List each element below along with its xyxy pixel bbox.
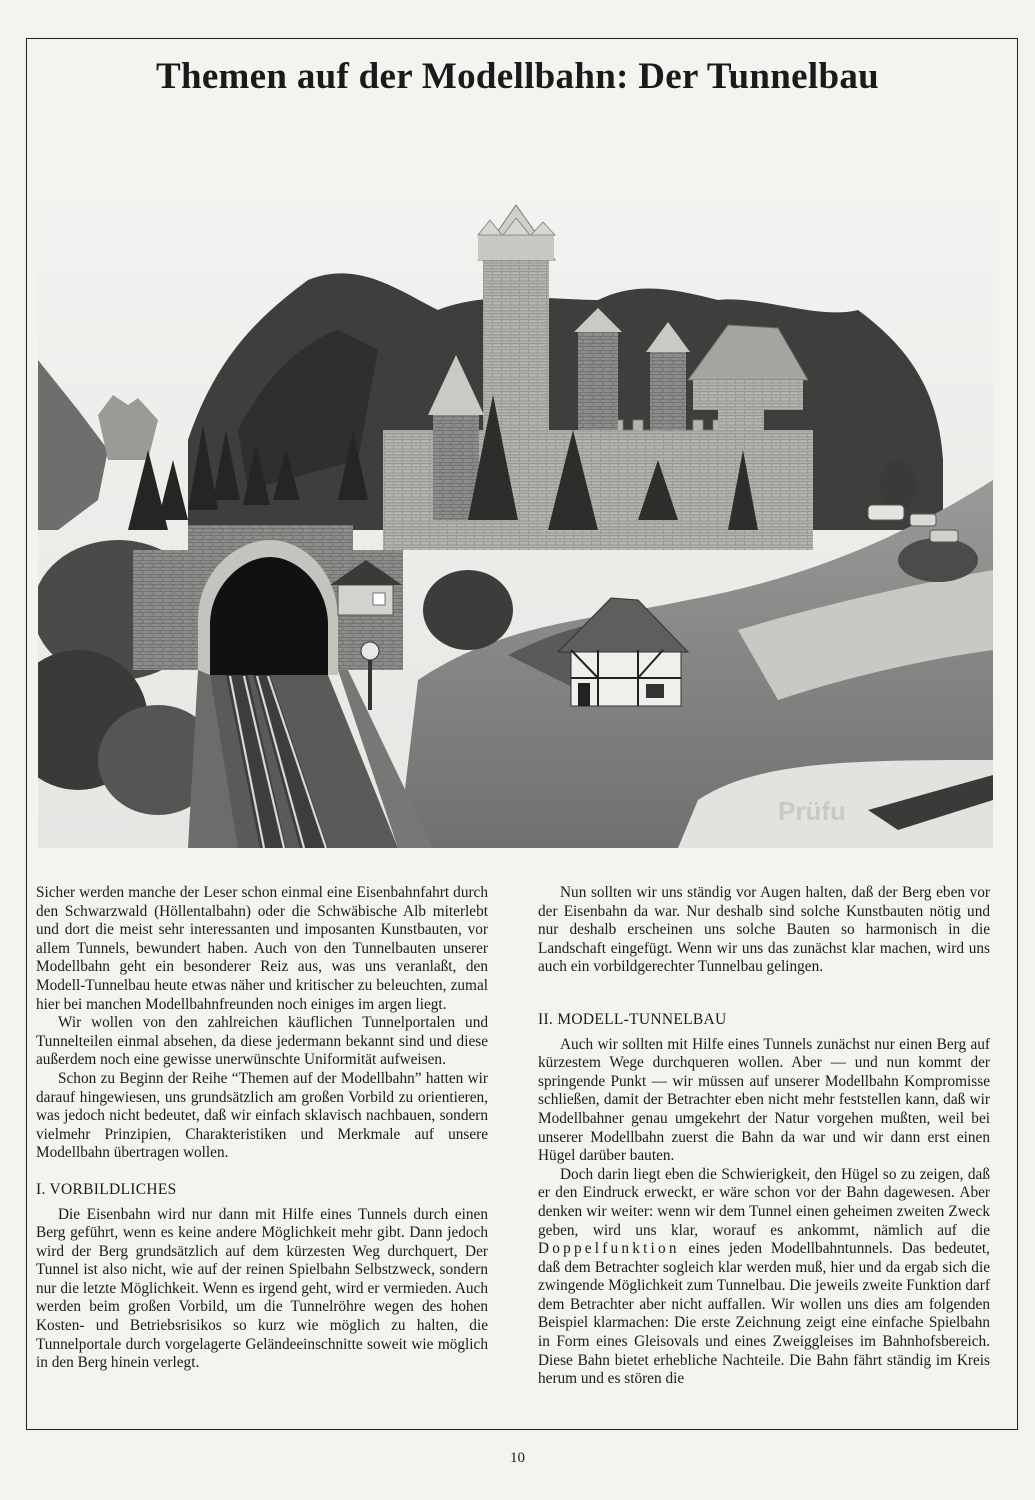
left-paragraph-1: Sicher werden manche der Leser schon einmal eine Eisenbahnfahrt durch den Schwarzwald (Höllentalbahn) oder die Schwäbische Alb miterlebt und dort die meist sehr interessanten und imposanten Kunstbauten, vor allem Tunnels, bewundert haben. Auch von den Tunnelbauten unserer Modellbahn geht ein besonderer Reiz aus, was uns veranlaßt, den Modell-Tunnelbau heute etwas näher und kritischer zu beleuchten, zumal hier bei manchen Modellbahnfreunden noch einiges im argen liegt. [36,884,488,1013]
right-paragraph-3-start: Doch darin liegt eben die Schwierigkeit, den Hügel so zu zeigen, daß er den Eindruck erweckt, er wäre schon vor der Bahn dagewesen. Aber denken wir weiter: wenn wir dem Tunnel einen geheimen zweiten Zweck geben, wird uns klar, worauf es ankommt, nämlich auf die [538,1165,990,1239]
right-paragraph-1: Nun sollten wir uns ständig vor Augen halten, daß der Berg eben vor der Eisenbahn da war. Nur deshalb sind solche Kunstbauten nötig und nur deshalb erscheinen uns solche Bauten so harmonisch in die Landschaft eingefügt. Wenn wir uns das zunächst klar machen, wird uns auch ein vorbildgerechter Tunnelbau gelingen. [538,884,990,976]
left-paragraph-3: Schon zu Beginn der Reihe “Themen auf der Modellbahn” hatten wir darauf hingewiesen, uns grundsätzlich am großen Vorbild zu orientieren, was jedoch nicht bedeutet, daß wir einfach sklavisch nachbauen, sondern vielmehr Prinzipien, Charakteristiken und Merkmale auf unsere Modellbahn übertragen wollen. [36,1069,488,1162]
left-paragraph-2: Wir wollen von den zahlreichen käuflichen Tunnelportalen und Tunnelteilen einmal absehen, da diese jedermann bekannt sind und diese außerdem noch eine gewisse unerwünschte Uniformität aufweisen. [36,1014,488,1069]
station-sign-text: Prüfu [778,796,846,826]
model-railway-photo [38,200,993,848]
right-paragraph-2: Auch wir sollten mit Hilfe eines Tunnels zunächst nur einen Berg auf kürzestem Wege durchqueren wollen. Aber — und nun kommt der springende Punkt — wir müssen auf unserer Modellbahn Kompromisse schließen, damit der Betrachter eben nicht mehr feststellen kann, daß wir Modellbahner genau umgekehrt der Natur vorgehen mußten, weil bei unserer Modellbahn zuerst die Bahn da war und wir dann erst einen Hügel darüber bauten. [538,1035,990,1165]
left-column [36,884,488,1373]
section-heading-modell-tunnelbau: II. MODELL-TUNNELBAU [538,1010,727,1028]
section-heading-vorbildliches: I. VORBILDLICHES [36,1180,177,1198]
page-number: 10 [510,1450,525,1466]
left-paragraph-4: Die Eisenbahn wird nur dann mit Hilfe eines Tunnels durch einen Berg geführt, wenn es keine andere Möglichkeit mehr gibt. Dann jedoch wird der Berg grundsätzlich auf dem kürzesten Weg durchquert, Der Tunnel ist also nicht, wie auf der reinen Spielbahn Selbstzweck, sondern nur die letzte Möglichkeit. Wenn es irgend geht, wird er vermieden. Auch werden beim großen Vorbild, um die Tunnelröhre wegen des hohen Kosten- und Betriebsrisikos so kurz wie möglich zu halten, die Tunnelportale durch vorgelagerte Geländeeinschnitte soweit wie möglich in den Berg hinein verlegt. [36,1205,488,1372]
right-paragraph-3-end: eines jeden Modellbahntunnels. Das bedeutet, daß dem Betrachter sogleich klar werden muß, hier und da ergab sich die zwingende Möglichkeit zum Tunnelbau. Die jeweils zweite Funktion darf dem Betrachter aber nicht auffallen. Wir wollen uns dies am folgenden Beispiel klarmachen: Die erste Zeichnung zeigt eine einfache Spielbahn in Form eines Gleisovals und eines Zweiggleises im Bahnhofsbereich. Diese Bahn bietet erhebliche Nachteile. Die Bahn fährt ständig im Kreis herum und es stören die [538,1240,990,1388]
right-column [538,884,990,1389]
doppelfunktion-emphasis: Doppelfunktion [538,1240,680,1258]
page-title: Themen auf der Modellbahn: Der Tunnelbau [155,56,880,97]
right-paragraph-3 [538,1166,990,1389]
